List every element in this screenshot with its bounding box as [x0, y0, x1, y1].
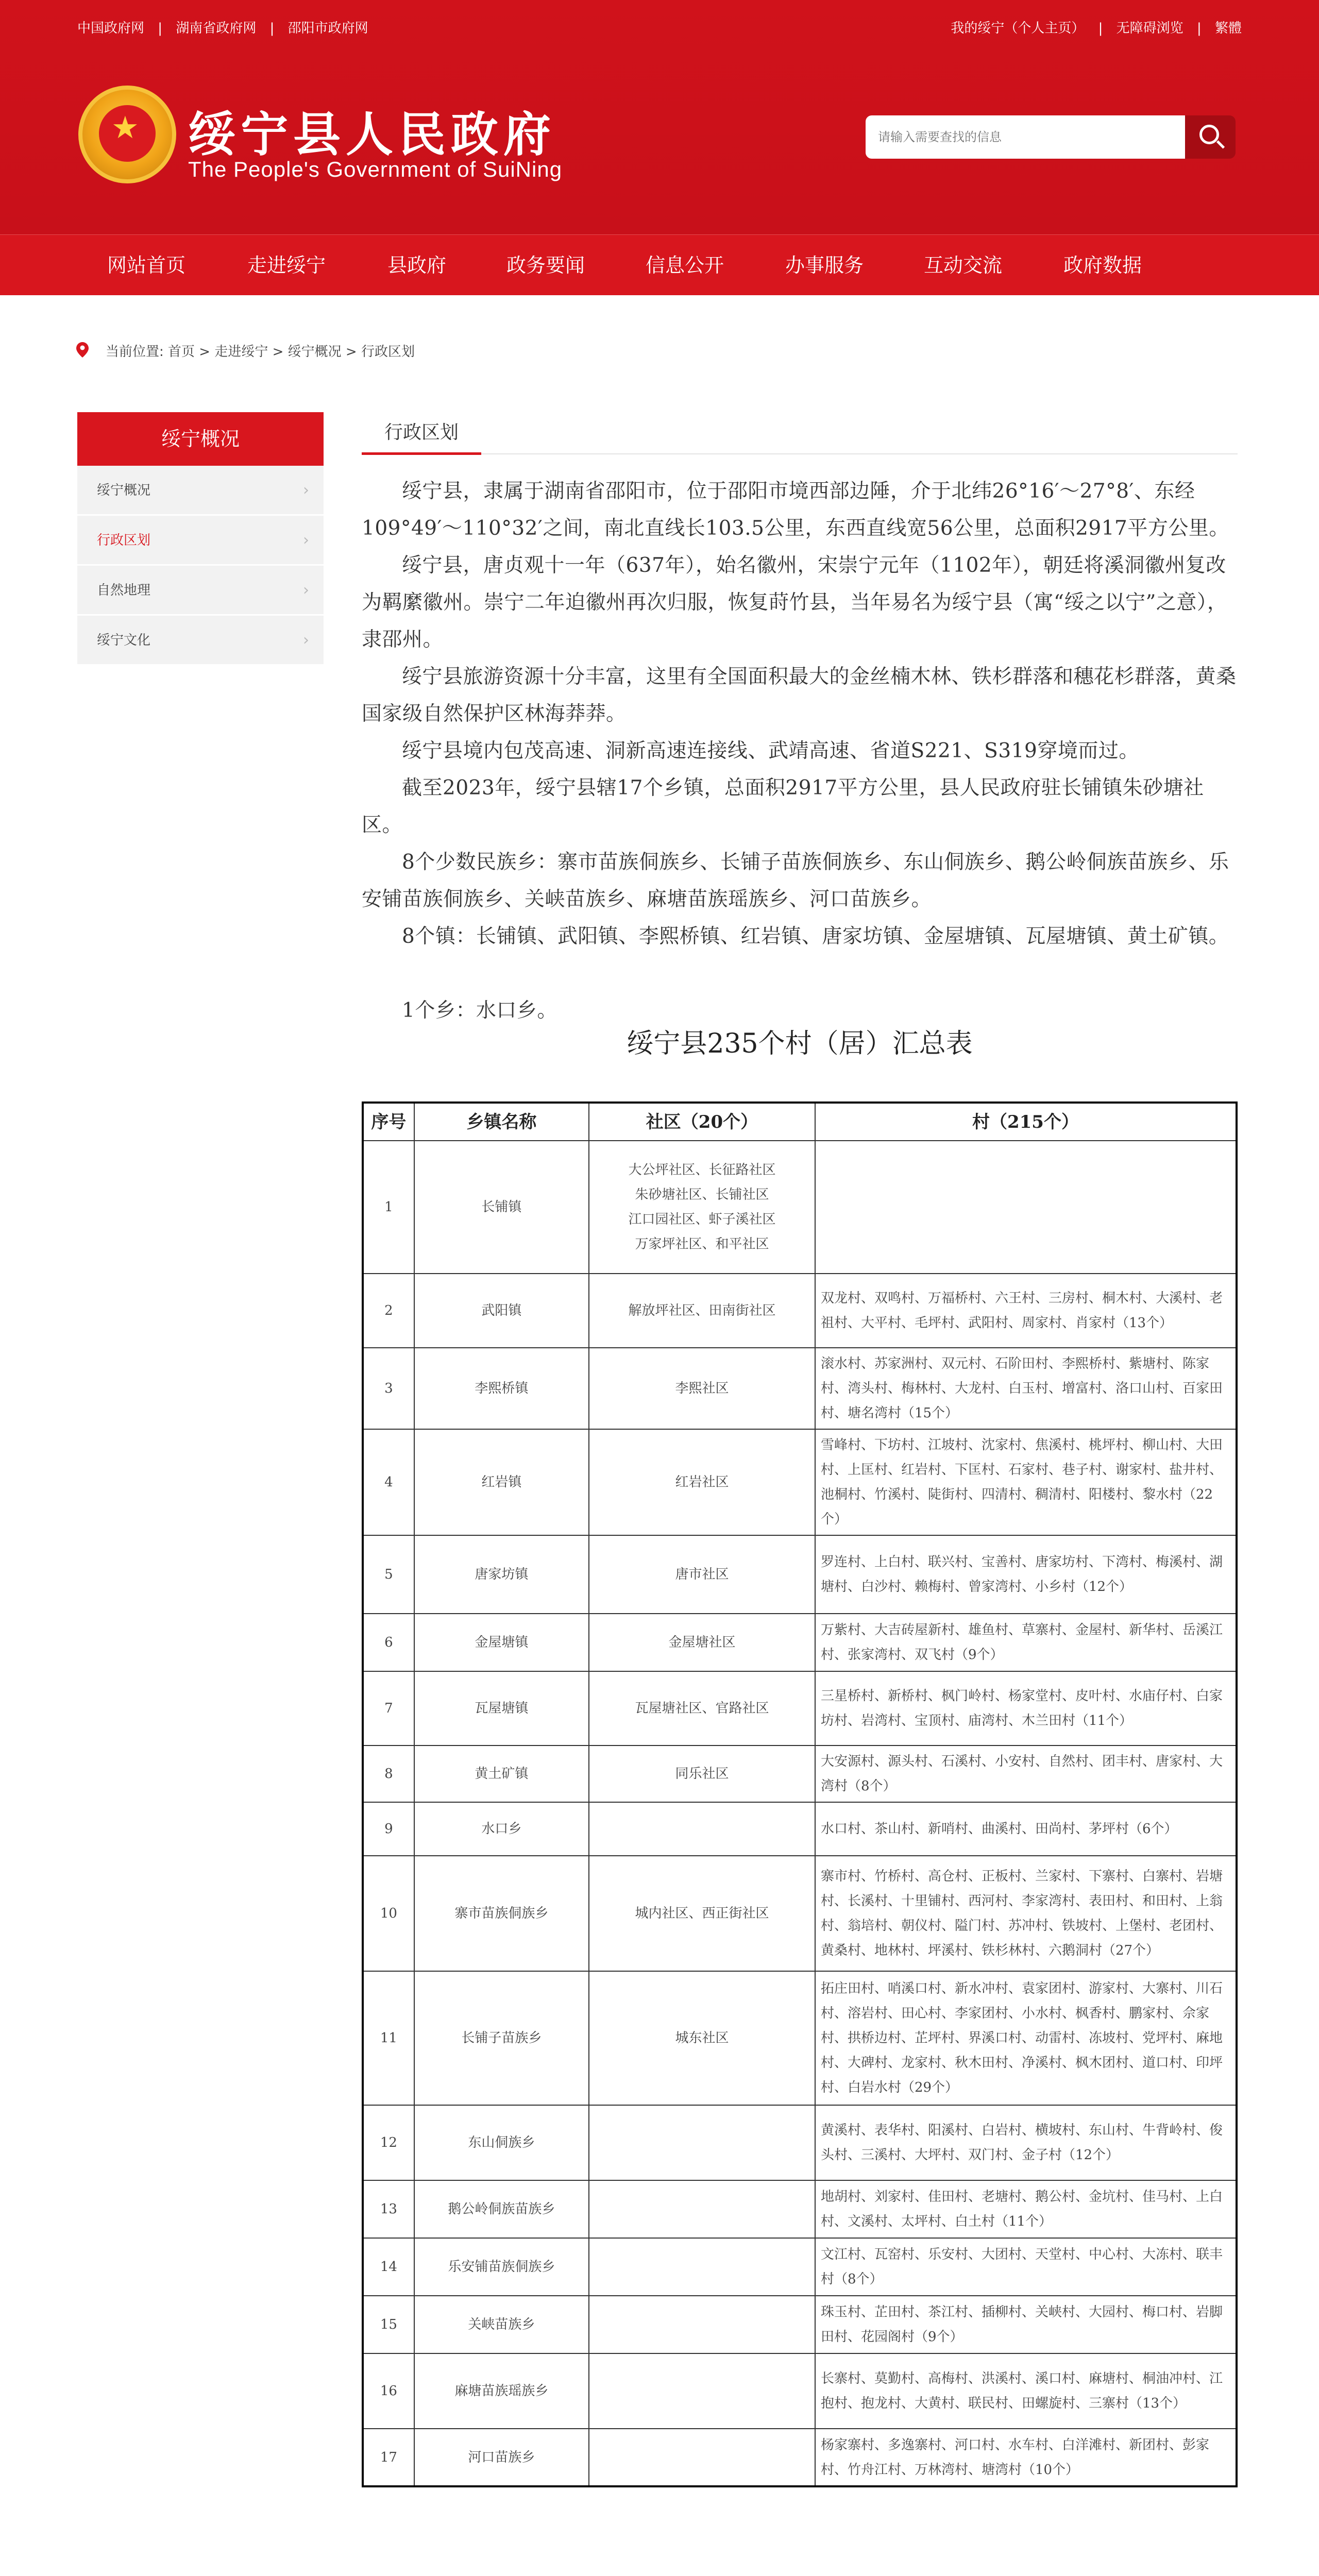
search-icon-handle	[1216, 140, 1225, 148]
town-name-cell: 鹅公岭侗族苗族乡	[414, 2180, 589, 2238]
sidebar-item-geography[interactable]	[77, 566, 324, 615]
row-number: 8	[363, 1745, 414, 1802]
search-button[interactable]	[1185, 115, 1236, 159]
column-header: 村（215个）	[815, 1103, 1237, 1141]
town-name-cell: 瓦屋塘镇	[414, 1671, 589, 1745]
community-cell: 李熙社区	[589, 1348, 815, 1429]
table-row	[363, 1348, 1237, 1429]
location-pin-icon	[76, 342, 89, 358]
town-name-cell: 黄土矿镇	[414, 1745, 589, 1802]
villages-cell: 三星桥村、新桥村、枫门岭村、杨家堂村、皮叶村、水庙仔村、白家坊村、岩湾村、宝顶村、庙湾村、木兰田村（11个）	[815, 1671, 1237, 1745]
row-number: 13	[363, 2180, 414, 2238]
nav-home[interactable]: 网站首页	[107, 254, 186, 277]
top-right-links	[941, 18, 1242, 37]
villages-cell: 双龙村、双鸣村、万福桥村、六王村、三房村、桐木村、大溪村、老祖村、大平村、毛坪村、武阳村、周家村、肖家村（13个）	[815, 1274, 1237, 1348]
villages-cell: 雪峰村、下坊村、江坡村、沈家村、焦溪村、桃坪村、柳山村、大田村、上匡村、红岩村、下匡村、石家村、巷子村、谢家村、盐井村、池桐村、竹溪村、陡街村、四清村、稠清村、阳楼村、黎水村（22个）	[815, 1429, 1237, 1535]
town-name-cell: 河口苗族乡	[414, 2429, 589, 2486]
villages-cell: 万紫村、大吉砖屋新村、雄鱼村、草寨村、金屋村、新华村、岳溪江村、张家湾村、双飞村（9个）	[815, 1614, 1237, 1671]
villages-cell: 寨市村、竹桥村、高仓村、正板村、兰家村、下寨村、白寨村、岩塘村、长溪村、十里铺村、西河村、李家湾村、表田村、和田村、上翁村、翁培村、朝仪村、隘门村、苏冲村、铁坡村、上堡村、老团村、黄桑村、地林村、坪溪村、铁杉林村、六鹅洞村（27个）	[815, 1856, 1237, 1971]
divider: |	[269, 21, 275, 36]
villages-cell	[815, 1141, 1237, 1274]
town-name-cell: 关峡苗族乡	[414, 2296, 589, 2353]
row-number: 7	[363, 1671, 414, 1745]
community-cell: 瓦屋塘社区、官路社区	[589, 1671, 815, 1745]
sidebar-item-label: 绥宁概况	[97, 483, 151, 498]
community-cell: 城东社区	[589, 1971, 815, 2105]
table-row	[363, 1745, 1237, 1802]
table-row	[363, 2105, 1237, 2180]
row-number: 6	[363, 1614, 414, 1671]
community-cell	[589, 2296, 815, 2353]
table-row	[363, 1274, 1237, 1348]
town-name-cell: 长铺子苗族乡	[414, 1971, 589, 2105]
villages-cell: 大安源村、源头村、石溪村、小安村、自然村、团丰村、唐家村、大湾村（8个）	[815, 1745, 1237, 1802]
paragraph-tourism: 绥宁县旅游资源十分丰富，这里有全国面积最大的金丝楠木林、铁杉群落和穗花杉群落，黄桑国家级自然保护区林海莽莽。	[362, 665, 1237, 725]
town-name-cell: 寨市苗族侗族乡	[414, 1856, 589, 1971]
divider: |	[1098, 21, 1103, 36]
table-row	[363, 1535, 1237, 1614]
sidebar-item-label: 自然地理	[97, 583, 151, 598]
row-number: 16	[363, 2353, 414, 2429]
row-number: 15	[363, 2296, 414, 2353]
nav-government-news[interactable]: 政务要闻	[506, 254, 585, 277]
chevron-right-icon: ›	[303, 631, 309, 649]
row-number: 1	[363, 1141, 414, 1274]
table-row	[363, 1614, 1237, 1671]
villages-cell: 拓庄田村、哨溪口村、新水冲村、袁家团村、游家村、大寨村、川石村、溶岩村、田心村、李家团村、小水村、枫香村、鹏家村、佘家村、拱桥边村、芷坪村、界溪口村、动雷村、冻坡村、党坪村、麻地村、大碑村、龙家村、秋木田村、净溪村、枫木团村、道口村、印坪村、白岩水村（29个）	[815, 1971, 1237, 2105]
villages-cell: 长寨村、莫勤村、高梅村、洪溪村、溪口村、麻塘村、桐油冲村、江抱村、抱龙村、大黄村、联民村、田螺旋村、三寨村（13个）	[815, 2353, 1237, 2429]
divider: |	[158, 21, 163, 36]
link-gov-cn[interactable]: 中国政府网	[77, 21, 145, 36]
villages-cell: 文江村、瓦窑村、乐安村、大团村、天堂村、中心村、大冻村、联丰村（8个）	[815, 2238, 1237, 2296]
table-row	[363, 2353, 1237, 2429]
search-icon	[1199, 125, 1219, 144]
row-number: 2	[363, 1274, 414, 1348]
table-row	[363, 1141, 1237, 1274]
link-shaoyang-gov[interactable]: 邵阳市政府网	[288, 21, 368, 36]
community-cell	[589, 2180, 815, 2238]
community-cell: 金屋塘社区	[589, 1614, 815, 1671]
table-row	[363, 1856, 1237, 1971]
community-cell	[589, 2429, 815, 2486]
chevron-right-icon: ›	[303, 531, 309, 549]
table-row	[363, 1429, 1237, 1535]
town-name-cell: 麻塘苗族瑶族乡	[414, 2353, 589, 2429]
villages-cell: 水口村、茶山村、新哨村、曲溪村、田尚村、茅坪村（6个）	[815, 1802, 1237, 1856]
search-input[interactable]	[866, 115, 1185, 159]
town-name-cell: 李熙桥镇	[414, 1348, 589, 1429]
community-cell	[589, 2238, 815, 2296]
table-row	[363, 2429, 1237, 2486]
community-cell	[589, 2105, 815, 2180]
link-accessibility[interactable]: 无障碍浏览	[1116, 21, 1183, 36]
nav-interaction[interactable]: 互动交流	[924, 254, 1003, 277]
paragraph-townships: 1个乡：水口乡。	[402, 999, 557, 1022]
top-links	[77, 18, 378, 37]
town-name-cell: 唐家坊镇	[414, 1535, 589, 1614]
table-title: 绥宁县235个村（居）汇总表	[627, 1028, 973, 1059]
community-cell: 大公坪社区、长征路社区 朱砂塘社区、长铺社区 江口园社区、虾子溪社区 万家坪社区、和平社区	[589, 1141, 815, 1274]
villages-cell: 黄溪村、表华村、阳溪村、白岩村、横坡村、东山村、牛背岭村、俊头村、三溪村、大坪村、双门村、金子村（12个）	[815, 2105, 1237, 2180]
table-row	[363, 2238, 1237, 2296]
paragraph-ethnic-townships: 8个少数民族乡：寨市苗族侗族乡、长铺子苗族侗族乡、东山侗族乡、鹅公岭侗族苗族乡、乐安铺苗族侗族乡、关峡苗族乡、麻塘苗族瑶族乡、河口苗族乡。	[362, 851, 1229, 911]
row-number: 3	[363, 1348, 414, 1429]
community-cell: 同乐社区	[589, 1745, 815, 1802]
breadcrumb[interactable]: 当前位置: 首页 > 走进绥宁 > 绥宁概况 > 行政区划	[106, 344, 415, 360]
row-number: 5	[363, 1535, 414, 1614]
nav-county-government[interactable]: 县政府	[387, 254, 447, 277]
villages-cell: 罗连村、上白村、联兴村、宝善村、唐家坊村、下湾村、梅溪村、湖塘村、白沙村、赖梅村、曾家湾村、小乡村（12个）	[815, 1535, 1237, 1614]
paragraph-jurisdiction: 截至2023年，绥宁县辖17个乡镇，总面积2917平方公里，县人民政府驻长铺镇朱砂塘社区。	[362, 776, 1204, 837]
town-name-cell: 武阳镇	[414, 1274, 589, 1348]
town-name-cell: 红岩镇	[414, 1429, 589, 1535]
villages-cell: 杨家寨村、多逸寨村、河口村、水车村、白洋滩村、新团村、彭家村、竹舟江村、万林湾村、塘湾村（10个）	[815, 2429, 1237, 2486]
main-nav	[0, 234, 1319, 295]
chevron-right-icon: ›	[303, 581, 309, 599]
row-number: 10	[363, 1856, 414, 1971]
column-header: 序号	[363, 1103, 414, 1141]
row-number: 12	[363, 2105, 414, 2180]
link-my-suining[interactable]: 我的绥宁（个人主页）	[951, 21, 1085, 36]
town-name-cell: 乐安铺苗族侗族乡	[414, 2238, 589, 2296]
table-header-row	[363, 1103, 1237, 1141]
row-number: 17	[363, 2429, 414, 2486]
column-header: 乡镇名称	[414, 1103, 589, 1141]
villages-cell: 珠玉村、芷田村、茶江村、插柳村、关峡村、大园村、梅口村、岩脚田村、花园阁村（9个）	[815, 2296, 1237, 2353]
tab-divider	[362, 453, 1238, 454]
community-cell: 红岩社区	[589, 1429, 815, 1535]
town-name-cell: 金屋塘镇	[414, 1614, 589, 1671]
row-number: 9	[363, 1802, 414, 1856]
row-number: 11	[363, 1971, 414, 2105]
chevron-right-icon: ›	[303, 481, 309, 499]
paragraph-transport: 绥宁县境内包茂高速、洞新高速连接线、武靖高速、省道S221、S319穿境而过。	[402, 739, 1139, 762]
community-cell	[589, 2353, 815, 2429]
sidebar-title: 绥宁概况	[77, 412, 324, 466]
row-number: 4	[363, 1429, 414, 1535]
nav-services[interactable]: 办事服务	[785, 254, 864, 277]
sidebar-item-culture[interactable]	[77, 616, 324, 665]
table-row	[363, 2180, 1237, 2238]
divider: |	[1196, 21, 1202, 36]
town-name-cell: 东山侗族乡	[414, 2105, 589, 2180]
town-name-cell: 长铺镇	[414, 1141, 589, 1274]
site-header	[0, 0, 1319, 234]
national-emblem-logo[interactable]	[78, 86, 176, 183]
sidebar-item-label: 绥宁文化	[97, 633, 151, 648]
sidebar-item-overview[interactable]	[77, 466, 324, 515]
site-title[interactable]: 绥宁县人民政府	[188, 107, 556, 162]
villages-cell: 地胡村、刘家村、佳田村、老塘村、鹅公村、金坑村、佳马村、上白村、文溪村、太坪村、白土村（11个）	[815, 2180, 1237, 2238]
table-row	[363, 1671, 1237, 1745]
search-box	[866, 115, 1185, 159]
sidebar-item-administrative-division[interactable]	[77, 516, 324, 565]
star-icon: ★	[111, 110, 139, 146]
row-number: 14	[363, 2238, 414, 2296]
link-traditional-chinese[interactable]: 繁體	[1214, 21, 1242, 36]
community-cell	[589, 1802, 815, 1856]
site-subtitle: The People's Government of SuiNing	[188, 157, 563, 181]
paragraph-location: 绥宁县，隶属于湖南省邵阳市，位于邵阳市境西部边陲，介于北纬26°16′～27°8′、东经109°49′～110°32′之间，南北直线长103.5公里，东西直线宽56公里，总面积2917平方公里。	[362, 480, 1229, 540]
villages-summary-table	[362, 1101, 1238, 2487]
tab-administrative-division[interactable]: 行政区划	[362, 415, 481, 455]
community-cell: 解放坪社区、田南街社区	[589, 1274, 815, 1348]
sidebar-item-label: 行政区划	[97, 533, 151, 548]
paragraph-towns: 8个镇：长铺镇、武阳镇、李熙桥镇、红岩镇、唐家坊镇、金屋塘镇、瓦屋塘镇、黄土矿镇。	[402, 925, 1229, 948]
column-header: 社区（20个）	[589, 1103, 815, 1141]
community-cell: 唐市社区	[589, 1535, 815, 1614]
community-cell: 城内社区、西正街社区	[589, 1856, 815, 1971]
nav-about-suining[interactable]: 走进绥宁	[247, 254, 326, 277]
paragraph-history: 绥宁县，唐贞观十一年（637年），始名徽州，宋崇宁元年（1102年），朝廷将溪洞徽州复改为羁縻徽州。崇宁二年迫徽州再次归服，恢复莳竹县，当年易名为绥宁县（寓“绥之以宁”之意），隶邵州。	[362, 554, 1228, 651]
table-row	[363, 2296, 1237, 2353]
table-row	[363, 1971, 1237, 2105]
nav-information-disclosure[interactable]: 信息公开	[646, 254, 724, 277]
link-hunan-gov[interactable]: 湖南省政府网	[176, 21, 257, 36]
villages-cell: 滚水村、苏家洲村、双元村、石阶田村、李熙桥村、紫塘村、陈家村、湾头村、梅林村、大龙村、白玉村、增富村、洛口山村、百家田村、塘名湾村（15个）	[815, 1348, 1237, 1429]
table-row	[363, 1802, 1237, 1856]
nav-government-data[interactable]: 政府数据	[1063, 254, 1142, 277]
town-name-cell: 水口乡	[414, 1802, 589, 1856]
